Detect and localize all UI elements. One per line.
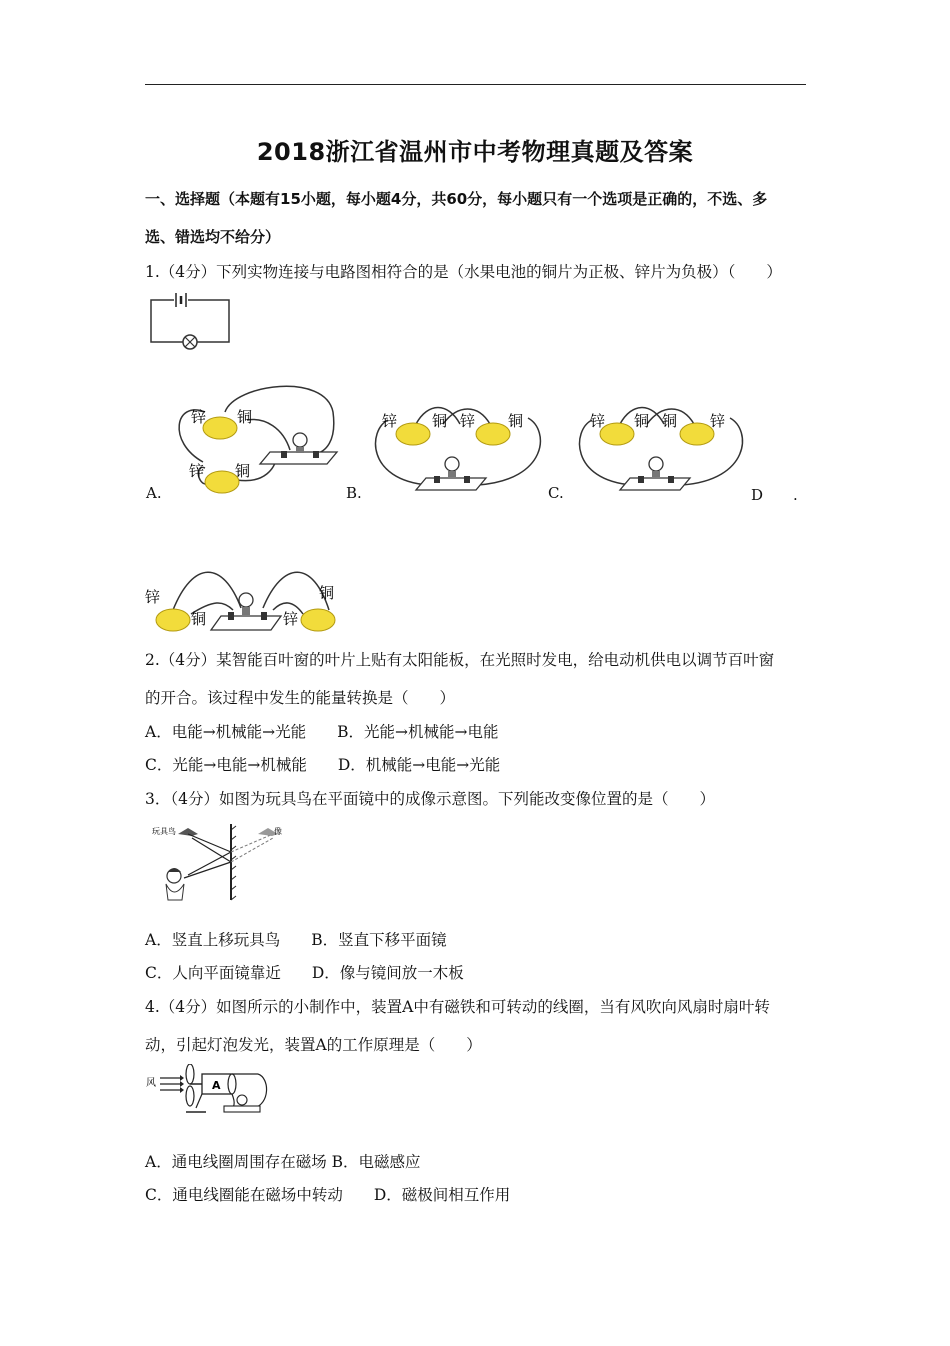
q4-options-row1[interactable]: A．通电线圈周围存在磁场 B．电磁感应 — [145, 1153, 421, 1171]
copper-label: 铜 — [662, 412, 678, 430]
copper-label: 铜 — [319, 584, 335, 602]
q3-options-row2[interactable]: C．人向平面镜靠近 D．像与镜间放一木板 — [145, 964, 464, 982]
copper-label: 铜 — [235, 462, 251, 480]
q4-generator-figure — [146, 1064, 270, 1116]
zinc-label: 锌 — [191, 408, 207, 426]
section-heading-line1: 一、选择题（本题有15小题，每小题4分，共60分，每小题只有一个选项是正确的，不选、多 — [145, 190, 768, 208]
q4-stem-line2: 动，引起灯泡发光，装置A的工作原理是（ ） — [145, 1036, 482, 1054]
q1-option-a-figure — [165, 372, 340, 497]
q4-stem-line1: 4.（4分）如图所示的小制作中，装置A中有磁铁和可转动的线圈，当有风吹向风扇时扇叶转 — [145, 998, 770, 1016]
copper-label: 铜 — [191, 610, 207, 628]
q1-stem: 1.（4分）下列实物连接与电路图相符合的是（水果电池的铜片为正极、锌片为负极）（ ） — [145, 263, 782, 281]
q3-stem: 3．（4分）如图为玩具鸟在平面镜中的成像示意图。下列能改变像位置的是（ ） — [145, 790, 715, 808]
zinc-label: 锌 — [460, 412, 476, 430]
q4-options-row2[interactable]: C．通电线圈能在磁场中转动 D．磁极间相互作用 — [145, 1186, 511, 1204]
q1-option-a-label[interactable]: A. — [146, 484, 162, 502]
copper-label: 铜 — [508, 412, 524, 430]
copper-label: 铜 — [432, 412, 448, 430]
zinc-label: 锌 — [590, 412, 606, 430]
device-a-label: A — [212, 1079, 221, 1092]
q2-stem-line1: 2.（4分）某智能百叶窗的叶片上贴有太阳能板，在光照时发电，给电动机供电以调节百叶窗 — [145, 651, 775, 669]
q3-mirror-figure — [148, 820, 288, 902]
q2-stem-line2: 的开合。该过程中发生的能量转换是（ ） — [145, 689, 456, 707]
zinc-label: 锌 — [189, 462, 205, 480]
q1-option-b-label[interactable]: B. — [346, 484, 362, 502]
section-heading-line2: 选、错选均不给分） — [145, 228, 281, 246]
copper-label: 铜 — [237, 408, 253, 426]
zinc-label: 锌 — [283, 610, 299, 628]
q2-options-row2[interactable]: C．光能→电能→机械能 D．机械能→电能→光能 — [145, 756, 501, 774]
zinc-label: 锌 — [710, 412, 726, 430]
page-title: 2018浙江省温州市中考物理真题及答案 — [256, 138, 694, 166]
wind-label: 风 — [146, 1078, 156, 1089]
q1-option-c-label[interactable]: C. — [548, 484, 564, 502]
copper-label: 铜 — [634, 412, 650, 430]
zinc-label: 锌 — [145, 588, 161, 606]
q1-option-c-figure — [572, 390, 750, 498]
q2-options-row1[interactable]: A．电能→机械能→光能 B．光能→机械能→电能 — [145, 723, 499, 741]
toy-bird-label: 玩具鸟 — [152, 827, 176, 836]
header-rule — [145, 84, 806, 85]
q3-options-row1[interactable]: A．竖直上移玩具鸟 B．竖直下移平面镜 — [145, 931, 447, 949]
q1-circuit-diagram — [146, 290, 236, 352]
q1-option-b-figure — [368, 390, 548, 498]
zinc-label: 锌 — [382, 412, 398, 430]
q1-option-d-figure — [143, 560, 343, 636]
image-label: 像 — [274, 827, 282, 836]
q1-option-d-label[interactable]: D . — [751, 486, 798, 504]
